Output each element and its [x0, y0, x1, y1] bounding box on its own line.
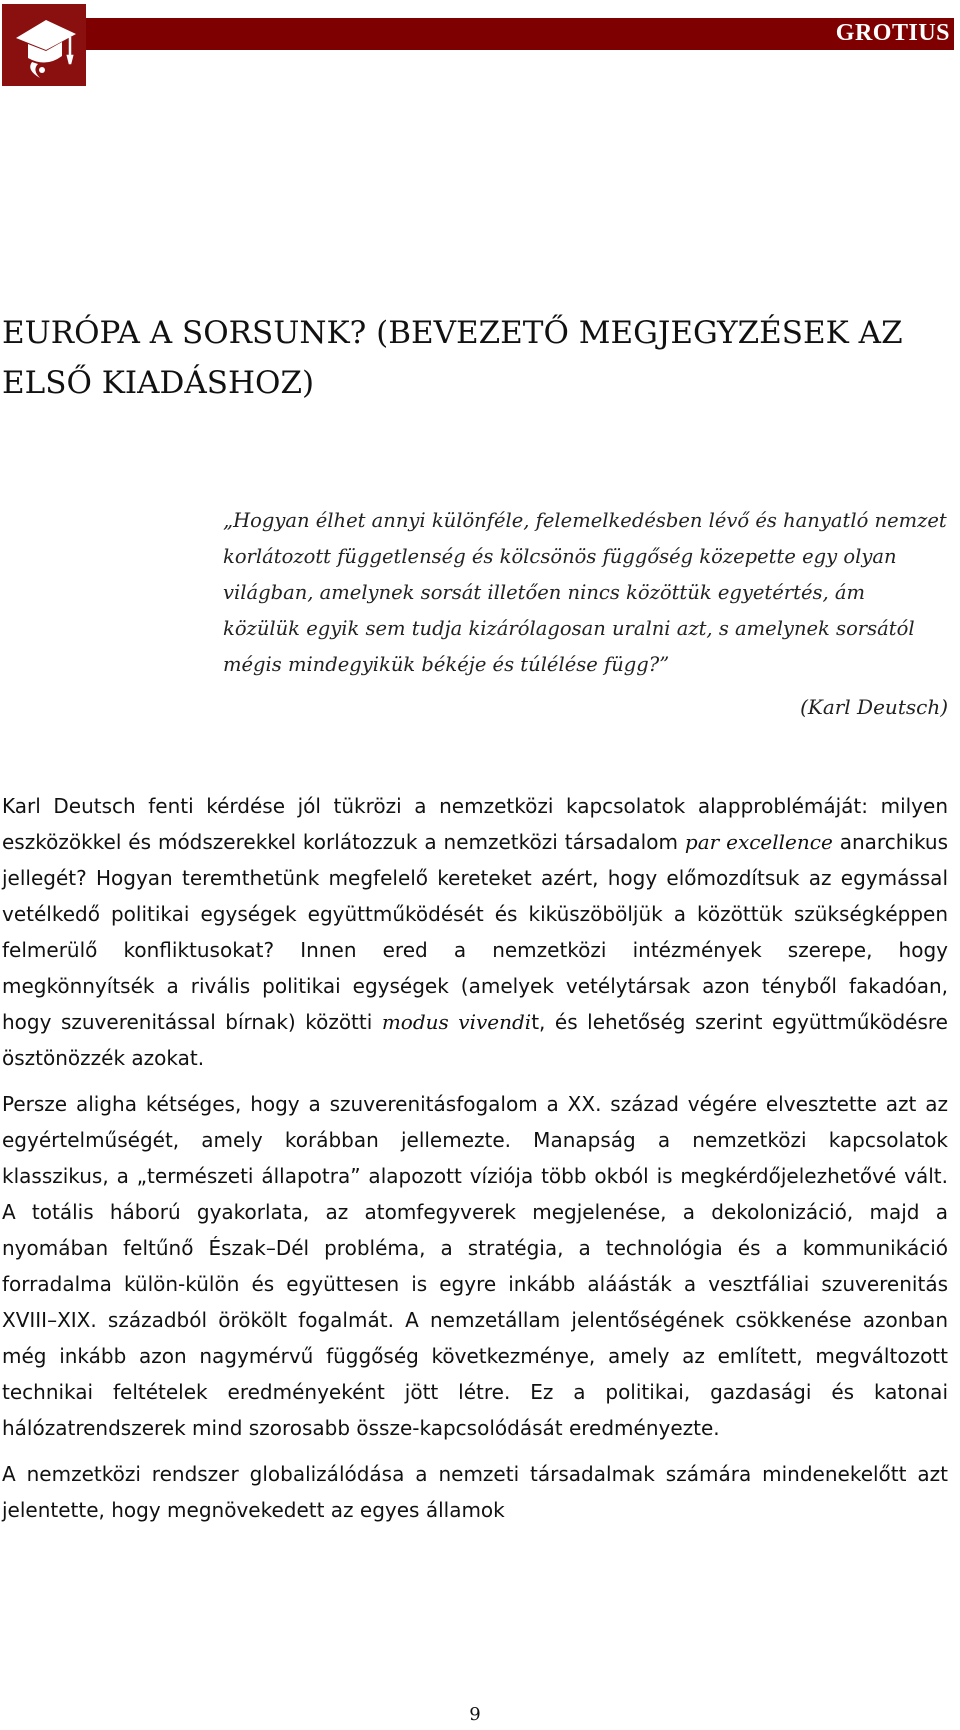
page-number: 9	[469, 1704, 481, 1725]
epigraph	[223, 503, 948, 683]
header-bar	[86, 18, 954, 50]
page-header	[0, 0, 960, 90]
paragraph-1	[2, 788, 948, 1076]
body-text	[2, 788, 948, 1538]
page-title: EURÓPA A SORSUNK? (BEVEZETŐ MEGJEGYZÉSEK AZ ELSŐ KIADÁSHOZ)	[2, 315, 903, 401]
paragraph-2: Persze aligha kétséges, hogy a szuverenitásfogalom a XX. század végére elvesztette azt az egyértelműségét, amely korábban jellemezte. Manapság a nemzetközi kapcsolatok klasszikus, a „természeti állapotra” alapozott víziója több okból is megkérdőjelezhetővé vált. A totális háború gyakorlata, az atomfegyverek megjelenése, a dekolonizáció, majd a nyomában feltűnő Észak–Dél probléma, a stratégia, a technológia és a kommunikáció forradalma külön-külön és együttesen is egyre inkább aláásták a vesztfáliai szuverenitás XVIII–XIX. századból örökölt fogalmát. A nemzetállam jelentőségének csökkenése azonban még inkább azon nagymérvű függőség következménye, amely az említett, megváltozott technikai feltételek eredményeként jött létre. Ez a politikai, gazdasági és katonai hálózatrendszerek mind szorosabb össze-kapcsolódását eredményezte.	[2, 1092, 948, 1440]
paragraph-3: A nemzetközi rendszer globalizálódása a nemzeti társadalmak számára mindenekelőtt azt jelentette, hogy megnövekedett az egyes államok	[2, 1462, 948, 1522]
paragraph-1-part-b: anarchikus jellegét? Hogyan teremthetünk megfelelő kereteket azért, hogy előmozdítsuk az egymással vetélkedő politikai egységek együttműködését és kiküszöböljük a közöttük szükségképpen felmerülő konfliktusokat? Innen ered a nemzetközi intézmények szerepe, hogy megkönnyítsék a rivális politikai egységek (amelyek vetélytársak azon tényből fakadóan, hogy szuverenitással bírnak) közötti	[2, 830, 949, 1034]
paragraph-1-emphasis-b: modus vivendi	[381, 1010, 532, 1034]
paragraph-1-emphasis-a: par excellence	[684, 830, 833, 854]
header-title: GROTIUS	[835, 20, 950, 46]
paragraph-1-part-a: Karl Deutsch fenti kérdése jól tükrözi a nemzetközi kapcsolatok alapproblémáját: milyen eszközökkel és módszerekkel korlátozzuk a nemzetközi társadalom	[2, 794, 948, 854]
graduation-cap-icon	[2, 4, 86, 86]
logo	[2, 4, 86, 86]
paragraph-1-part-c: t, és lehetőség szerint együttműködésre ösztönözzék azokat.	[2, 1010, 948, 1070]
epigraph-attribution: (Karl Deutsch)	[800, 695, 948, 719]
epigraph-quote: „Hogyan élhet annyi különféle, felemelkedésben lévő és hanyatló nemzet korlátozott függetlenség és kölcsönös függőség közepette egy olyan világban, amelynek sorsát illetően nincs közöttük egyetértés, ám közülük egyik sem tudja kizárólagosan uralni azt, s amelynek sorsától mégis mindegyikük békéje és túlélése függ?”	[223, 509, 947, 676]
